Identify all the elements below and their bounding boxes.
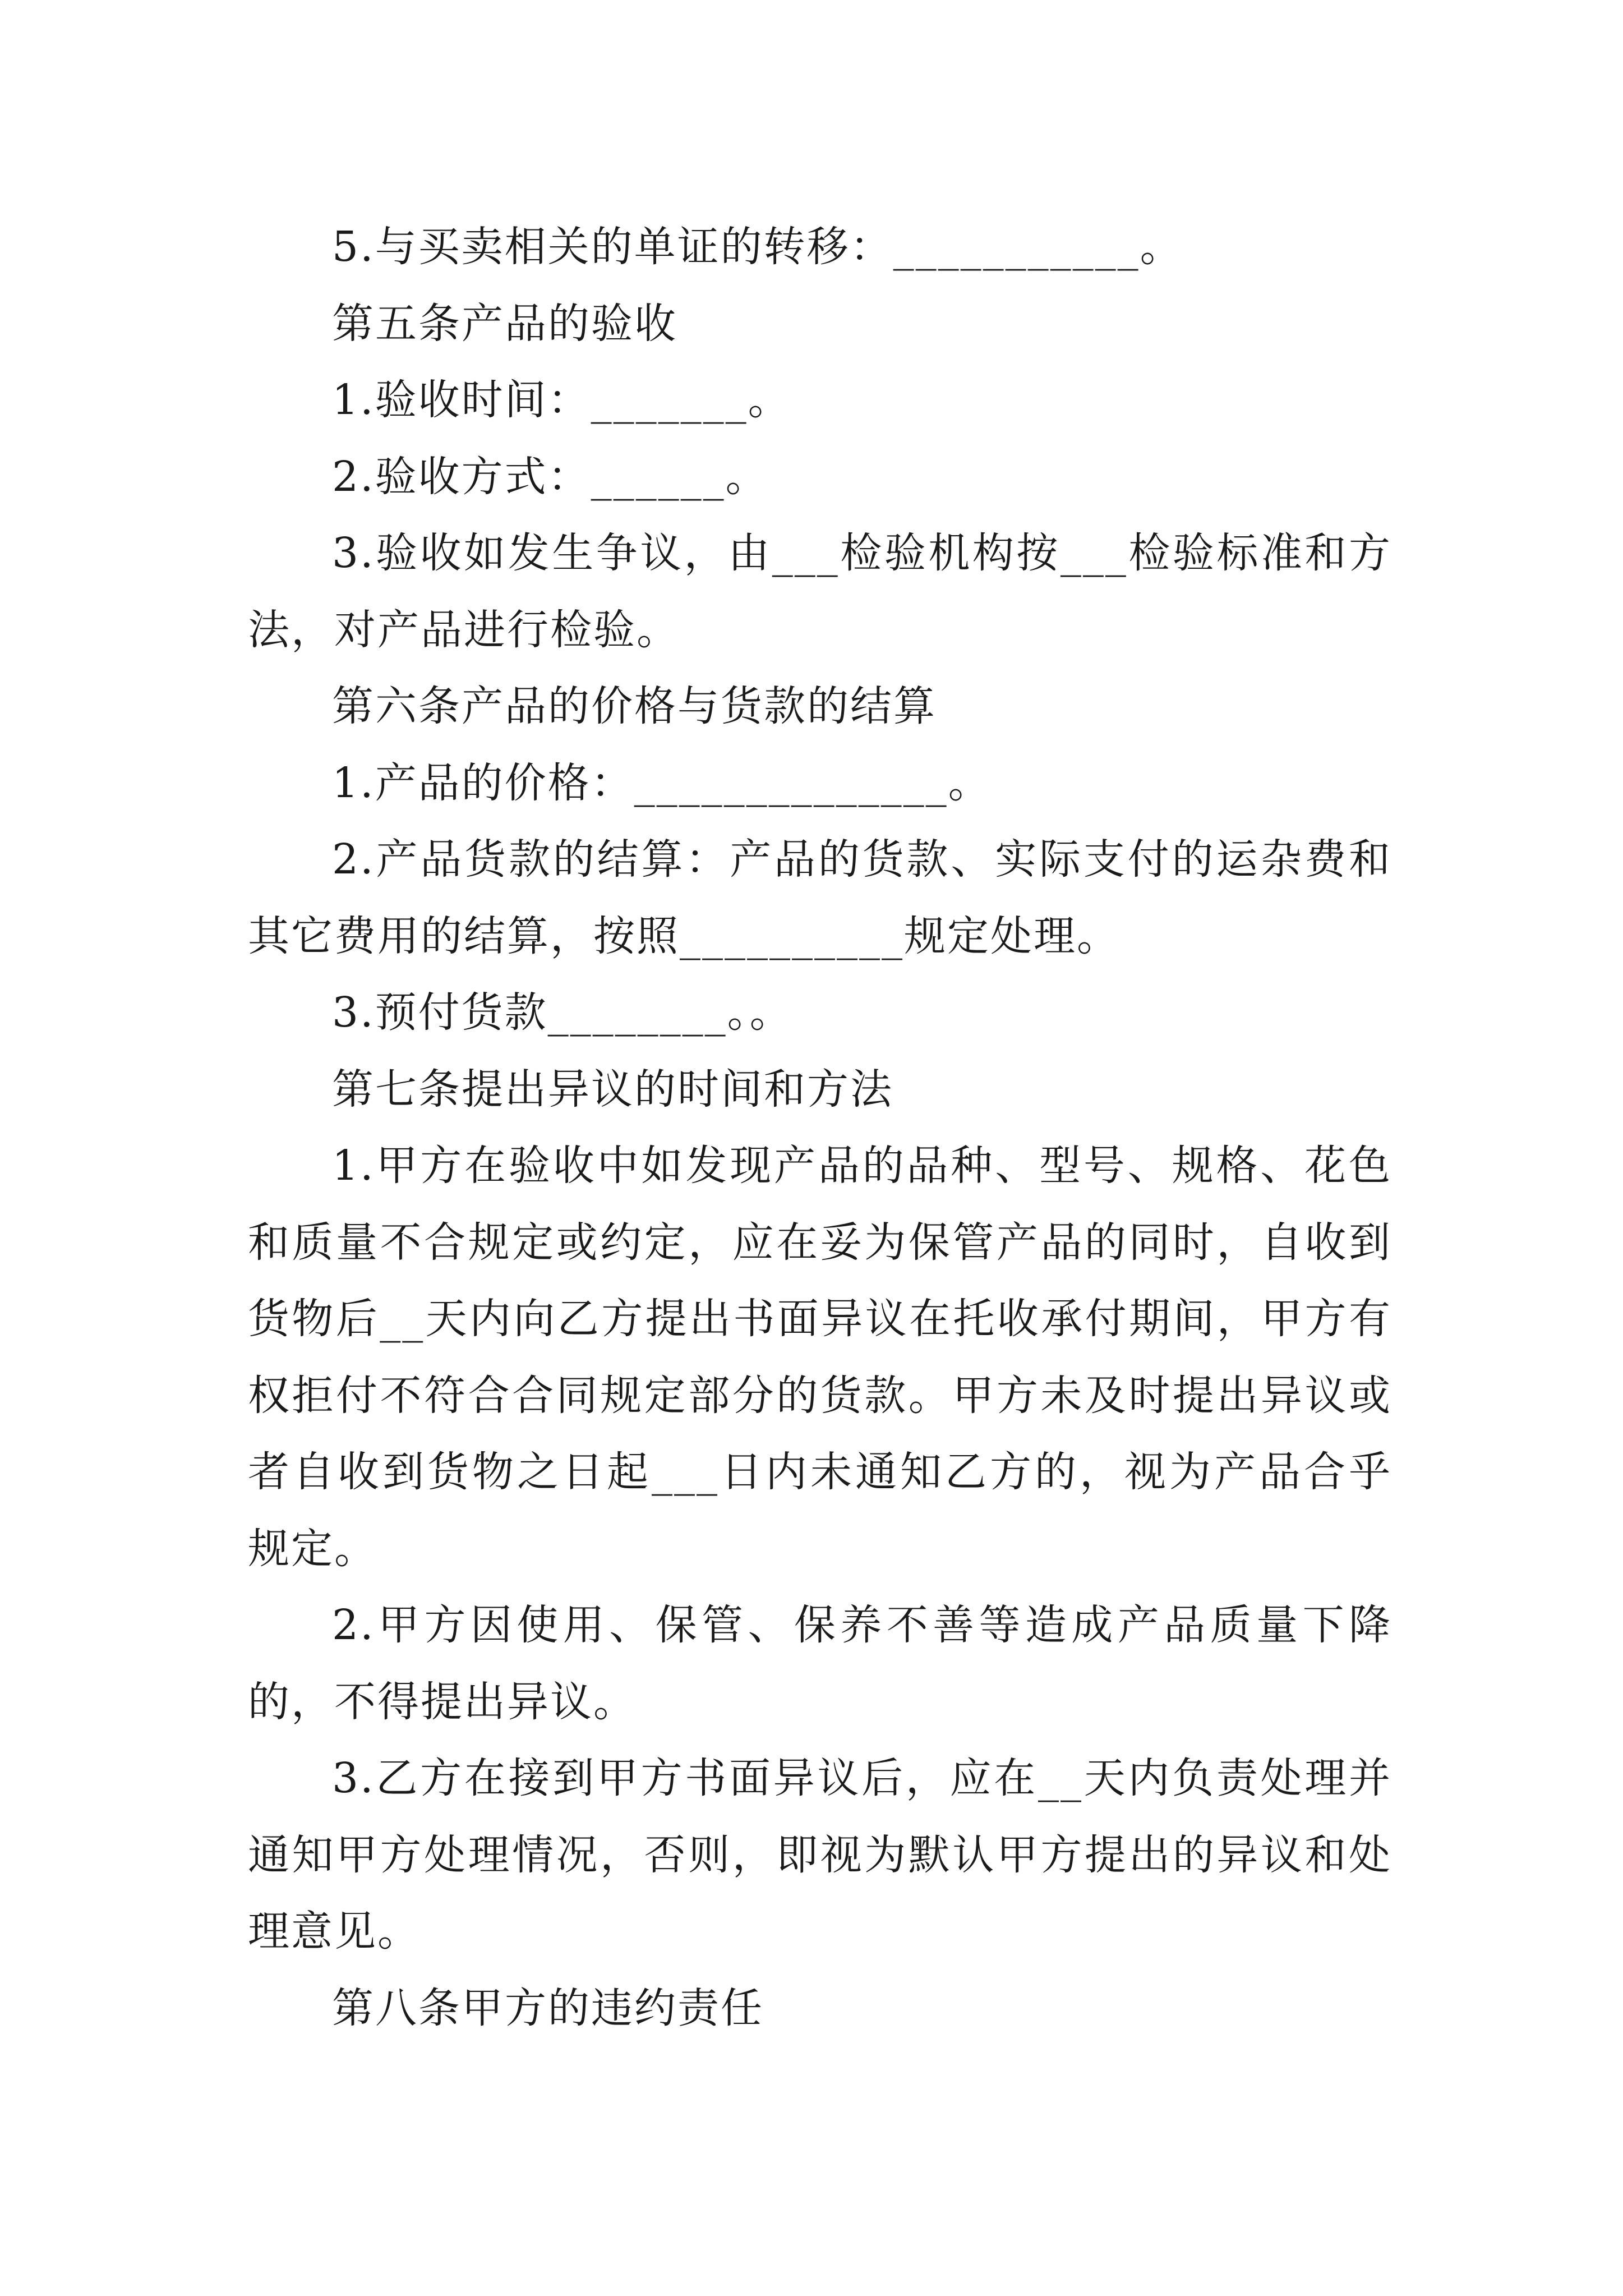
article-6-heading: 第六条产品的价格与货款的结算 (332, 682, 937, 730)
clause-item-inspection-method: 2.验收方式：______。 (332, 452, 769, 501)
clause-item-inspection-time: 1.验收时间：_______。 (332, 376, 791, 424)
document-body (248, 209, 1392, 2046)
article-8-heading: 第八条甲方的违约责任 (332, 1984, 764, 2032)
clause-item-objection-buyer: 1.甲方在验收中如发现产品的品种、型号、规格、花色和质量不合规定或约定，应在妥为保管产品的同时，自收到货物后__天内向乙方提出书面异议在托收承付期间，甲方有权拒付不符合合同规定部分的货款。甲方未及时提出异议或者自收到货物之日起___日内未通知乙方的，视为产品合乎规定。 (248, 1142, 1392, 1573)
clause-item-product-price: 1.产品的价格：______________。 (332, 758, 992, 807)
clause-item-objection-seller-response: 3.乙方在接到甲方书面异议后，应在__天内负责处理并通知甲方处理情况，否则，即视为默认甲方提出的异议和处理意见。 (248, 1754, 1392, 1955)
clause-item-objection-misuse: 2.甲方因使用、保管、保养不善等造成产品质量下降的，不得提出异议。 (248, 1601, 1392, 1726)
clause-item-payment-settlement: 2.产品货款的结算：产品的货款、实际支付的运杂费和其它费用的结算，按照__________规定处理。 (248, 835, 1392, 960)
article-7-heading: 第七条提出异议的时间和方法 (332, 1065, 893, 1114)
clause-item-advance-payment: 3.预付货款________。。 (332, 988, 793, 1037)
clause-item-inspection-dispute: 3.验收如发生争议，由___检验机构按___检验标准和方法，对产品进行检验。 (248, 529, 1392, 654)
clause-item-document-transfer: 5.与买卖相关的单证的转移：___________。 (332, 223, 1183, 271)
article-5-heading: 第五条产品的验收 (332, 299, 677, 348)
